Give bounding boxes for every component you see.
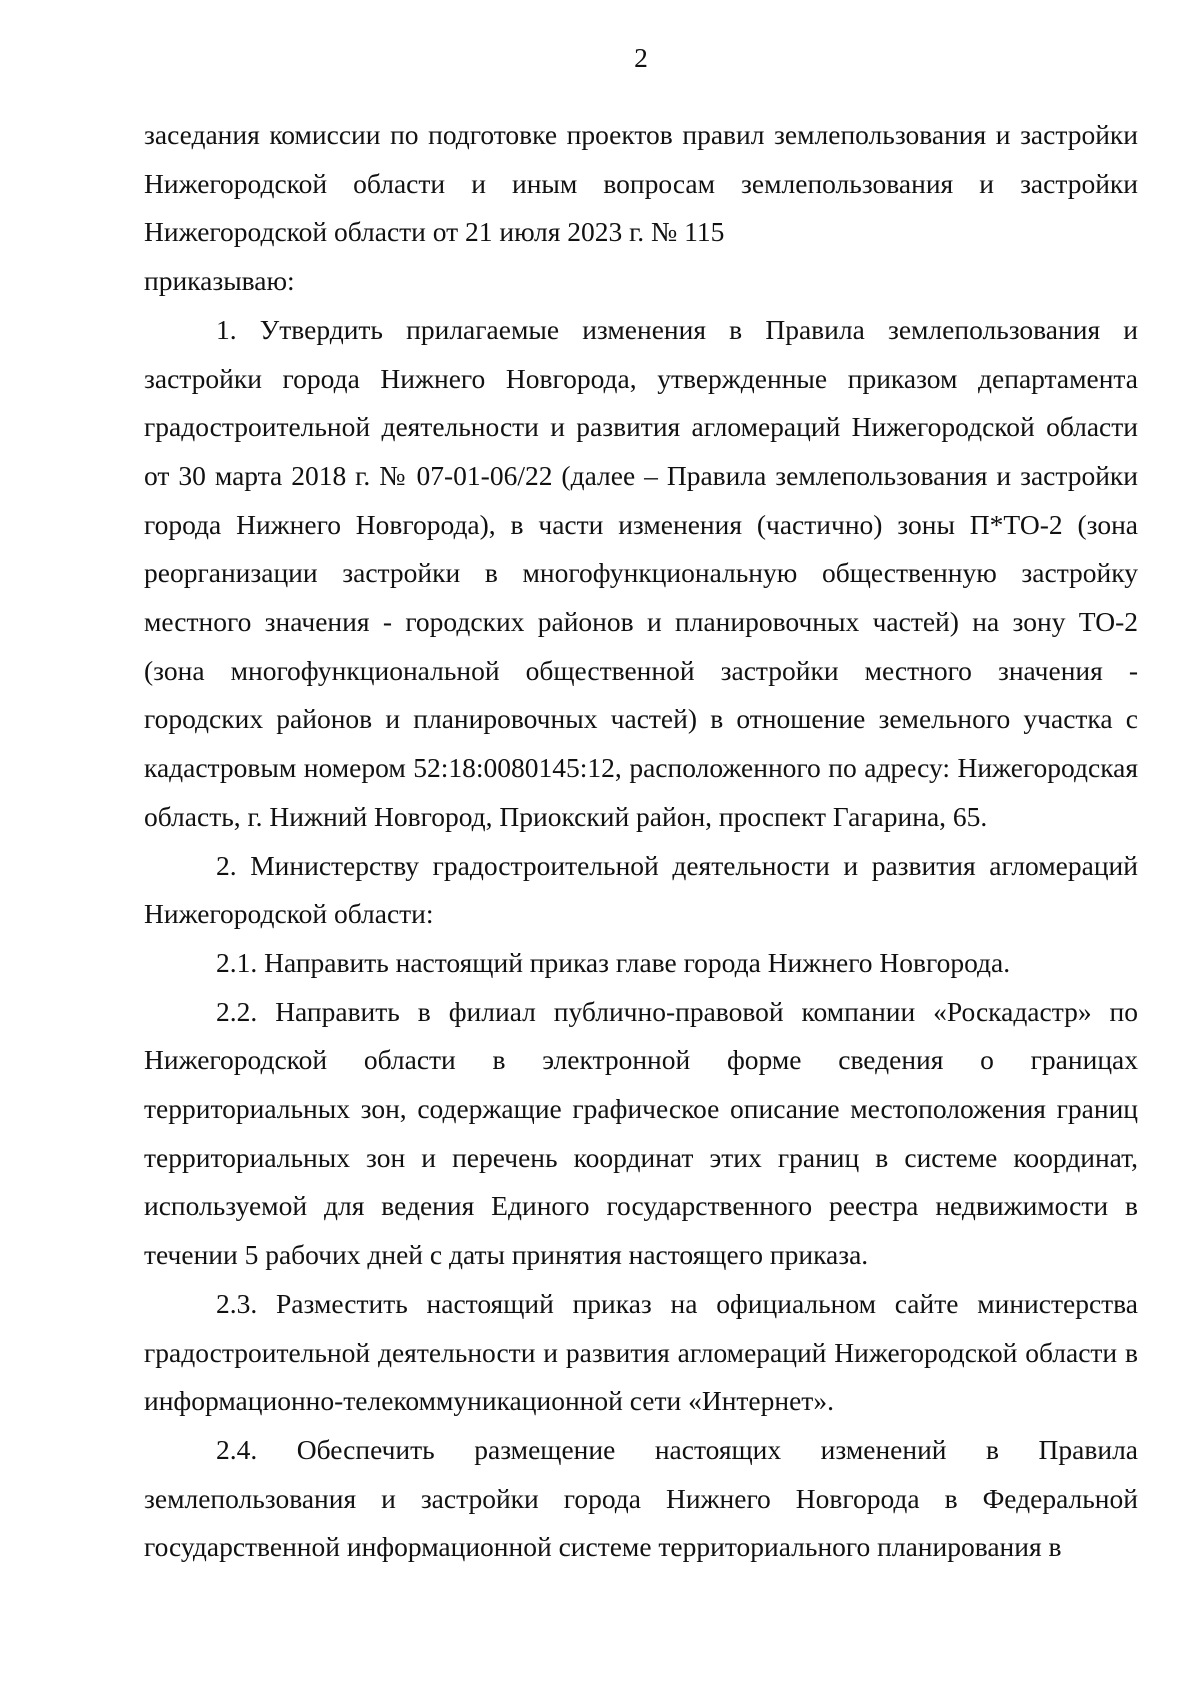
paragraph-item-2-4: 2.4. Обеспечить размещение настоящих изменений в Правила землепользования и застройки города Нижнего Новгорода в Федеральной государственной информационной системе территориального планирования в [144,1433,1138,1563]
paragraph-preamble-end: заседания комиссии по подготовке проектов правил землепользования и застройки Нижегородской области и иным вопросам землепользования и застройки Нижегородской области от 21 июля 2023 г. № 115 [144,119,1138,248]
paragraph-item-2-1: 2.1. Направить настоящий приказ главе города Нижнего Новгорода. [216,946,1011,978]
paragraph-order-word: приказываю: [144,265,295,297]
paragraph-item-1: 1. Утвердить прилагаемые изменения в Правила землепользования и застройки города Нижнего Новгорода, утвержденные приказом департамента градостроительной деятельности и развития агломераций Нижегородской области от 30 марта 2018 г. № 07-01-06/22 (далее – Правила землепользования и застройки города Нижнего Новгорода), в части изменения (частично) зоны П*ТО-2 (зона реорганизации застройки в многофункциональную общественную застройку местного значения - городских районов и планировочных частей) на зону ТО-2 (зона многофункциональной общественной застройки местного значения - городских районов и планировочных частей) в отношение земельного участка с кадастровым номером 52:18:0080145:12, расположенного по адресу: Нижегородская область, г. Нижний Новгород, Приокский район, проспект Гагарина, 65. [144,313,1138,832]
paragraph-item-2-2: 2.2. Направить в филиал публично-правовой компании «Роскадастр» по Нижегородской области в электронной форме сведения о границах территориальных зон, содержащие графическое описание местоположения границ территориальных зон и перечень координат этих границ в системе координат, используемой для ведения Единого государственного реестра недвижимости в течении 5 рабочих дней с даты принятия настоящего приказа. [144,995,1138,1271]
paragraph-item-2: 2. Министерству градостроительной деятельности и развития агломераций Нижегородской области: [144,849,1138,930]
paragraph-item-2-3: 2.3. Разместить настоящий приказ на официальном сайте министерства градостроительной деятельности и развития агломераций Нижегородской области в информационно-телекоммуникационной сети «Интернет». [144,1287,1138,1417]
document-body [144,111,1138,1572]
page-number: 2 [634,42,648,73]
